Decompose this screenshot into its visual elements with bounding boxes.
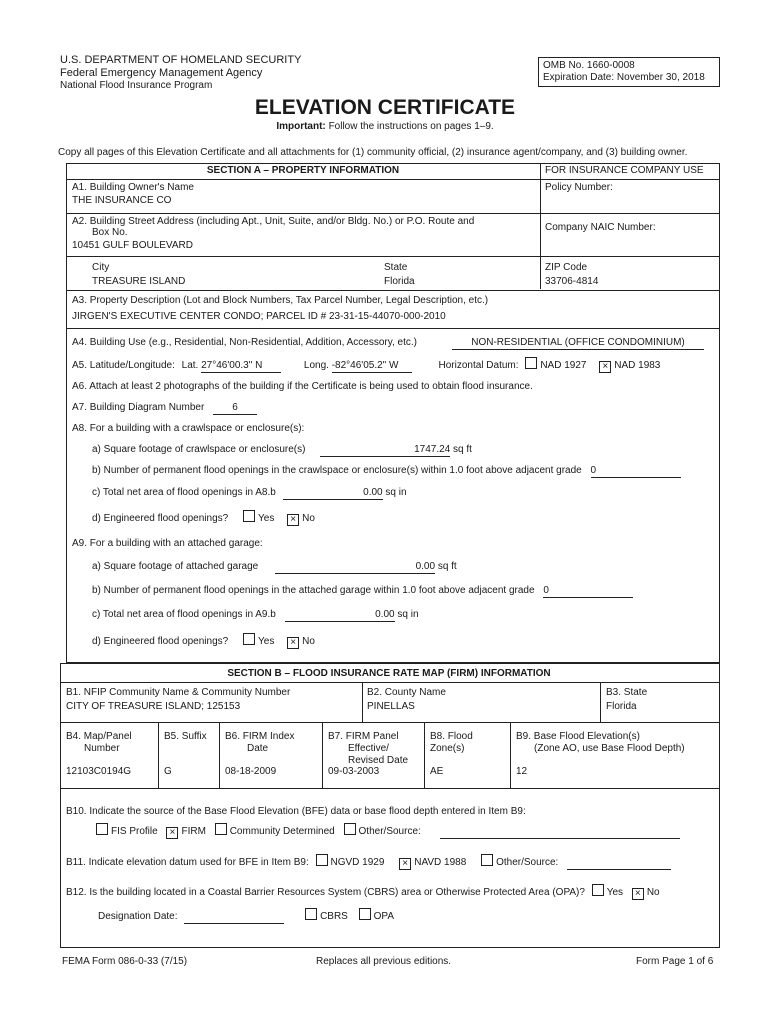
b10-community-label: Community Determined — [229, 826, 335, 837]
policy-number-label: Policy Number: — [545, 182, 613, 193]
zip-label: ZIP Code — [545, 262, 588, 273]
section-a-title: SECTION A – PROPERTY INFORMATION — [206, 165, 400, 176]
city-value[interactable]: TREASURE ISLAND — [92, 276, 186, 287]
b12-label: B12. Is the building located in a Coastal Barrier Resources System (CBRS) area or Otherwise Protected Area (OPA)? — [66, 887, 585, 898]
divider — [66, 256, 719, 257]
b2-value[interactable]: PINELLAS — [367, 701, 415, 712]
nad1983-checkbox[interactable]: × — [599, 361, 611, 373]
b6-label-line2: Date — [247, 743, 269, 754]
b3-label: B3. State — [606, 687, 648, 698]
a9d-yes-checkbox[interactable] — [243, 633, 255, 645]
b10-fis-label: FIS Profile — [111, 826, 158, 837]
divider — [66, 179, 719, 180]
a9d-yes-label: Yes — [258, 636, 275, 647]
zip-value[interactable]: 33706-4814 — [545, 276, 599, 287]
b5-value[interactable]: G — [164, 766, 172, 777]
a7-row — [72, 402, 257, 415]
a8d-label: d) Engineered flood openings? — [92, 513, 229, 524]
b12-yes-checkbox[interactable] — [592, 884, 604, 896]
a8c-row — [92, 487, 407, 500]
important-note — [0, 121, 770, 133]
b3-value[interactable]: Florida — [606, 701, 637, 712]
nad1927-checkbox[interactable] — [525, 357, 537, 369]
a9d-label: d) Engineered flood openings? — [92, 636, 229, 647]
lat-value[interactable]: 27°46'00.3" N — [201, 360, 281, 373]
b10-options — [96, 823, 680, 839]
b7-label — [328, 731, 408, 767]
divider — [66, 328, 719, 329]
b9-value[interactable]: 12 — [516, 766, 528, 777]
b12-yes-label: Yes — [606, 887, 624, 898]
department-name: U.S. DEPARTMENT OF HOMELAND SECURITY — [60, 54, 302, 66]
b12-no-label: No — [646, 887, 660, 898]
designation-label: Designation Date: — [98, 911, 178, 922]
replaces-note: Replaces all previous editions. — [316, 956, 452, 967]
section-b-title: SECTION B – FLOOD INSURANCE RATE MAP (FIRM) INFORMATION — [227, 668, 551, 679]
a2-label: A2. Building Street Address (including Apt., Unit, Suite, and/or Bldg. No.) or P.O. Route and — [72, 216, 475, 227]
a7-label: A7. Building Diagram Number — [72, 402, 205, 413]
a8d-no-checkbox[interactable]: × — [287, 514, 299, 526]
b9-label — [516, 731, 685, 755]
important-label: Important: — [276, 121, 326, 132]
a4-value[interactable] — [452, 337, 704, 350]
a4-value-text: NON-RESIDENTIAL (OFFICE CONDOMINIUM) — [452, 337, 704, 350]
b11-row — [66, 854, 671, 870]
b11-other-checkbox[interactable] — [481, 854, 493, 866]
a8d-row — [92, 510, 315, 526]
city-label: City — [92, 262, 110, 273]
a9b-label: b) Number of permanent flood openings in the attached garage within 1.0 foot above adjacent grade — [92, 585, 535, 596]
b4-label-line1: B4. Map/Panel — [66, 731, 132, 742]
a8-label: A8. For a building with a crawlspace or enclosure(s): — [72, 423, 305, 434]
b6-label-line1: B6. FIRM Index — [225, 731, 295, 742]
important-text: Follow the instructions on pages 1–9. — [328, 121, 494, 132]
divider — [60, 788, 719, 789]
a9c-row — [92, 609, 419, 622]
a8a-row — [92, 444, 472, 457]
a2-label-cont: Box No. — [92, 227, 128, 238]
a9d-row — [92, 633, 315, 649]
b11-ngvd-checkbox[interactable] — [316, 854, 328, 866]
b7-value[interactable]: 09-03-2003 — [328, 766, 380, 777]
omb-number: OMB No. 1660-0008 — [543, 60, 635, 71]
b10-other-label: Other/Source: — [358, 826, 421, 837]
b7-label-line3: Revised Date — [348, 755, 409, 766]
form-title: ELEVATION CERTIFICATE — [254, 96, 516, 119]
b4-value[interactable]: 12103C0194G — [66, 766, 132, 777]
b11-navd-label: NAVD 1988 — [414, 857, 467, 868]
expiration-date: Expiration Date: November 30, 2018 — [543, 72, 705, 83]
a5-label: A5. Latitude/Longitude: — [72, 360, 175, 371]
a8d-yes-label: Yes — [258, 513, 275, 524]
a8d-no-label: No — [302, 513, 315, 524]
a1-value[interactable]: THE INSURANCE CO — [72, 195, 172, 206]
a8a-label: a) Square footage of crawlspace or enclosure(s) — [92, 444, 306, 455]
page-number: Form Page 1 of 6 — [636, 956, 714, 967]
omb-box — [538, 57, 720, 87]
opa-label: OPA — [373, 911, 395, 922]
designation-row — [98, 908, 394, 924]
cbrs-label: CBRS — [320, 911, 348, 922]
lat-label: Lat. — [181, 360, 199, 371]
a8c-unit: sq in — [385, 487, 407, 498]
b9-label-line1: B9. Base Flood Elevation(s) — [516, 731, 640, 742]
program-name: National Flood Insurance Program — [60, 80, 213, 91]
b11-other-field[interactable] — [567, 857, 671, 870]
b10-firm-checkbox[interactable]: × — [166, 827, 178, 839]
divider — [66, 213, 719, 214]
b8-value[interactable]: AE — [430, 766, 444, 777]
agency-name: Federal Emergency Management Agency — [60, 67, 263, 79]
b12-row — [66, 884, 660, 900]
divider — [424, 722, 425, 788]
company-use-title: FOR INSURANCE COMPANY USE — [545, 165, 704, 176]
a9c-value[interactable]: 0.00 — [285, 609, 395, 622]
a8a-value[interactable]: 1747.24 — [320, 444, 450, 457]
b10-other-field[interactable] — [440, 826, 680, 839]
form-number: FEMA Form 086-0-33 (7/15) — [62, 956, 188, 967]
nad1927-label: NAD 1927 — [540, 360, 587, 371]
divider — [219, 722, 220, 788]
divider — [60, 682, 719, 683]
a9a-row — [92, 561, 457, 574]
b9-label-line2: (Zone AO, use Base Flood Depth) — [534, 743, 685, 754]
a9d-no-label: No — [302, 636, 315, 647]
b1-label: B1. NFIP Community Name & Community Number — [66, 687, 291, 698]
cbrs-checkbox[interactable] — [305, 908, 317, 920]
b1-value[interactable]: CITY OF TREASURE ISLAND; 125153 — [66, 701, 241, 712]
divider — [158, 722, 159, 788]
b8-label — [430, 731, 473, 755]
a8c-label: c) Total net area of flood openings in A8.b — [92, 487, 276, 498]
a8a-unit: sq ft — [453, 444, 472, 455]
a9a-value[interactable]: 0.00 — [275, 561, 435, 574]
b10-community-checkbox[interactable] — [215, 823, 227, 835]
a4-label: A4. Building Use (e.g., Residential, Non-Residential, Addition, Accessory, etc.) — [72, 337, 417, 348]
a9c-label: c) Total net area of flood openings in A9.b — [92, 609, 276, 620]
a2-value[interactable]: 10451 GULF BOULEVARD — [72, 240, 193, 251]
divider — [66, 290, 719, 291]
b7-label-line1: B7. FIRM Panel — [328, 731, 399, 742]
a9-label: A9. For a building with an attached garage: — [72, 538, 263, 549]
b4-label — [66, 731, 132, 755]
a9a-label: a) Square footage of attached garage — [92, 561, 259, 572]
company-use-divider — [540, 163, 541, 289]
state-label: State — [384, 262, 408, 273]
copy-note: Copy all pages of this Elevation Certificate and all attachments for (1) community official, (2) insurance agent/company, and (3) building owner. — [58, 147, 688, 158]
a9a-unit: sq ft — [437, 561, 457, 572]
b8-label-line1: B8. Flood — [430, 731, 473, 742]
a9b-row — [92, 585, 633, 598]
a9b-value[interactable]: 0 — [543, 585, 633, 598]
long-label: Long. — [303, 360, 329, 371]
b10-label: B10. Indicate the source of the Base Flood Elevation (BFE) data or base flood depth entered in Item B9: — [66, 806, 526, 817]
divider — [362, 682, 363, 722]
b7-label-line2: Effective/ — [348, 743, 389, 754]
b6-label — [225, 731, 294, 755]
a1-label: A1. Building Owner's Name — [72, 182, 194, 193]
a7-value[interactable]: 6 — [213, 402, 257, 415]
a9c-unit: sq in — [397, 609, 419, 620]
b11-navd-checkbox[interactable]: × — [399, 858, 411, 870]
divider — [600, 682, 601, 722]
b12-no-checkbox[interactable]: × — [632, 888, 644, 900]
b11-ngvd-label: NGVD 1929 — [330, 857, 385, 868]
a3-value[interactable]: JIRGEN'S EXECUTIVE CENTER CONDO; PARCEL ID # 23-31-15-44070-000-2010 — [72, 311, 446, 322]
designation-date-field[interactable] — [184, 911, 284, 924]
a8c-value[interactable]: 0.00 — [283, 487, 383, 500]
a6-text: A6. Attach at least 2 photographs of the building if the Certificate is being used to obtain flood insurance. — [72, 381, 533, 392]
a8b-value[interactable]: 0 — [591, 465, 681, 478]
a3-label: A3. Property Description (Lot and Block Numbers, Tax Parcel Number, Legal Description, etc.) — [72, 295, 489, 306]
naic-label: Company NAIC Number: — [545, 222, 656, 233]
b5-label: B5. Suffix — [164, 731, 207, 742]
b10-firm-label: FIRM — [181, 826, 206, 837]
b10-other-checkbox[interactable] — [344, 823, 356, 835]
b11-other-label: Other/Source: — [496, 857, 559, 868]
a8d-yes-checkbox[interactable] — [243, 510, 255, 522]
a8b-label: b) Number of permanent flood openings in the crawlspace or enclosure(s) within 1.0 foot above adjacent grade — [92, 465, 582, 476]
a5-row — [72, 357, 660, 373]
divider — [510, 722, 511, 788]
state-value[interactable]: Florida — [384, 276, 415, 287]
b2-label: B2. County Name — [367, 687, 446, 698]
long-value[interactable]: -82°46'05.2" W — [332, 360, 412, 373]
horizontal-datum-label: Horizontal Datum: — [438, 360, 519, 371]
nad1983-label: NAD 1983 — [614, 360, 661, 371]
a9d-no-checkbox[interactable]: × — [287, 637, 299, 649]
opa-checkbox[interactable] — [359, 908, 371, 920]
b6-value[interactable]: 08-18-2009 — [225, 766, 277, 777]
a8b-row — [92, 465, 681, 478]
b11-label: B11. Indicate elevation datum used for BFE in Item B9: — [66, 857, 309, 868]
b8-label-line2: Zone(s) — [430, 743, 465, 754]
b10-fis-checkbox[interactable] — [96, 823, 108, 835]
divider — [322, 722, 323, 788]
b4-label-line2: Number — [84, 743, 120, 754]
